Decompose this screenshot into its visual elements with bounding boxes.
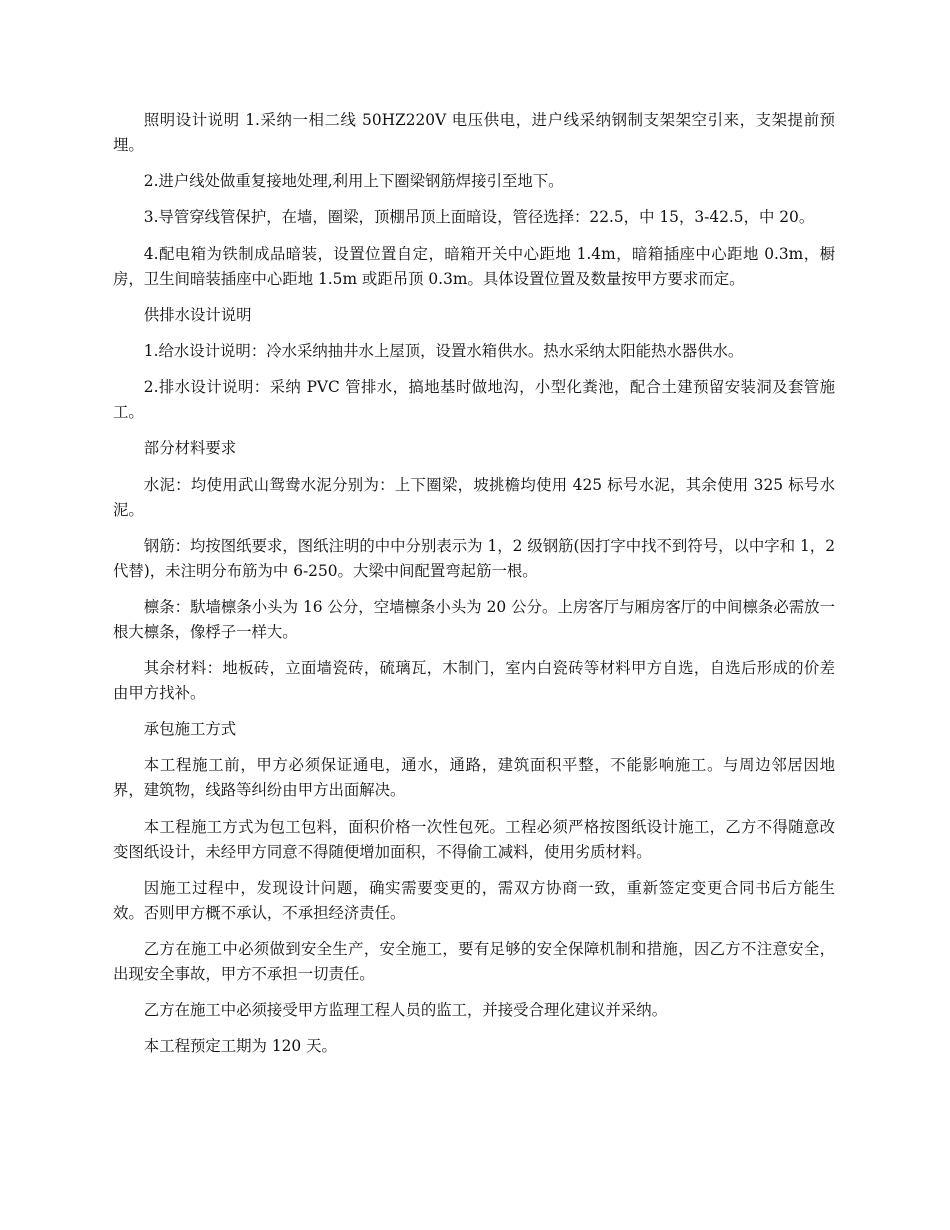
paragraph-conduit: 3.导管穿线管保护，在墙，圈梁，顶棚吊顶上面暗设，管径选择：22.5，中 15，3-42.5，中 20。 bbox=[143, 208, 815, 227]
paragraph-contract-method: 本工程施工方式为包工包料，面积价格一次性包死。工程必须严格按图纸设计施工，乙方不得随意改变图纸设计，未经甲方同意不得随便增加面积，不得偷工减料，使用劣质材料。 bbox=[113, 817, 835, 861]
paragraph-design-changes: 因施工过程中，发现设计问题，确实需要变更的，需双方协商一致，重新签定变更合同书后方能生效。否则甲方概不承认，不承担经济责任。 bbox=[113, 878, 835, 922]
paragraph-supervision: 乙方在施工中必须接受甲方监理工程人员的监工，并接受合理化建议并采纳。 bbox=[143, 1001, 668, 1020]
paragraph-distribution-box: 4.配电箱为铁制成品暗装，设置位置自定，暗箱开关中心距地 1.4m，暗箱插座中心距地 0.3m，橱房，卫生间暗装插座中心距地 1.5m 或距吊顶 0.3m。具体设置位置及数量按甲方要求而定。 bbox=[113, 244, 835, 288]
paragraph-water-supply: 1.给水设计说明：冷水采纳抽井水上屋顶，设置水箱供水。热水采纳太阳能热水器供水。 bbox=[143, 341, 744, 360]
section-heading-contract: 承包施工方式 bbox=[143, 720, 237, 739]
paragraph-lighting-design: 照明设计说明 1.采纳一相二线 50HZ220V 电压供电，进户线采纳钢制支架架空引来，支架提前预埋。 bbox=[113, 111, 835, 154]
paragraph-drainage: 2.排水设计说明：采纳 PVC 管排水，搞地基时做地沟，小型化粪池，配合土建预留安装洞及套管施工。 bbox=[113, 378, 835, 422]
paragraph-rebar: 钢筋：均按图纸要求，图纸注明的中中分别表示为 1，2 级钢筋(因打字中找不到符号，以中字和 1，2 代替)，未注明分布筋为中 6-250。大梁中间配置弯起筋一根。 bbox=[113, 536, 835, 580]
section-heading-materials: 部分材料要求 bbox=[143, 439, 237, 458]
paragraph-site-conditions: 本工程施工前，甲方必须保证通电，通水，通路，建筑面积平整，不能影响施工。与周边邻居因地界，建筑物，线路等纠纷由甲方出面解决。 bbox=[113, 756, 835, 800]
document-body bbox=[113, 108, 835, 1071]
paragraph-safety: 乙方在施工中必须做到安全生产，安全施工，要有足够的安全保障机制和措施，因乙方不注意安全，出现安全事故，甲方不承担一切责任。 bbox=[113, 940, 835, 983]
paragraph-schedule: 本工程预定工期为 120 天。 bbox=[143, 1037, 337, 1056]
paragraph-other-materials: 其余材料：地板砖，立面墙瓷砖，硫璃瓦，木制门，室内白瓷砖等材料甲方自选，自选后形成的价差由甲方找补。 bbox=[113, 659, 835, 703]
section-heading-water: 供排水设计说明 bbox=[143, 305, 252, 324]
paragraph-purlins: 檩条：馱墙檩条小头为 16 公分，空墙檩条小头为 20 公分。上房客厅与厢房客厅的中间檩条必需放一根大檩条，像桴子一样大。 bbox=[113, 597, 835, 641]
paragraph-grounding: 2.进户线处做重复接地处理,利用上下圈梁钢筋焊接引至地下。 bbox=[143, 172, 564, 191]
paragraph-cement: 水泥：均使用武山鸳鸯水泥分别为：上下圈梁，坡挑檐均使用 425 标号水泥，其余使用 325 标号水泥。 bbox=[113, 475, 835, 519]
